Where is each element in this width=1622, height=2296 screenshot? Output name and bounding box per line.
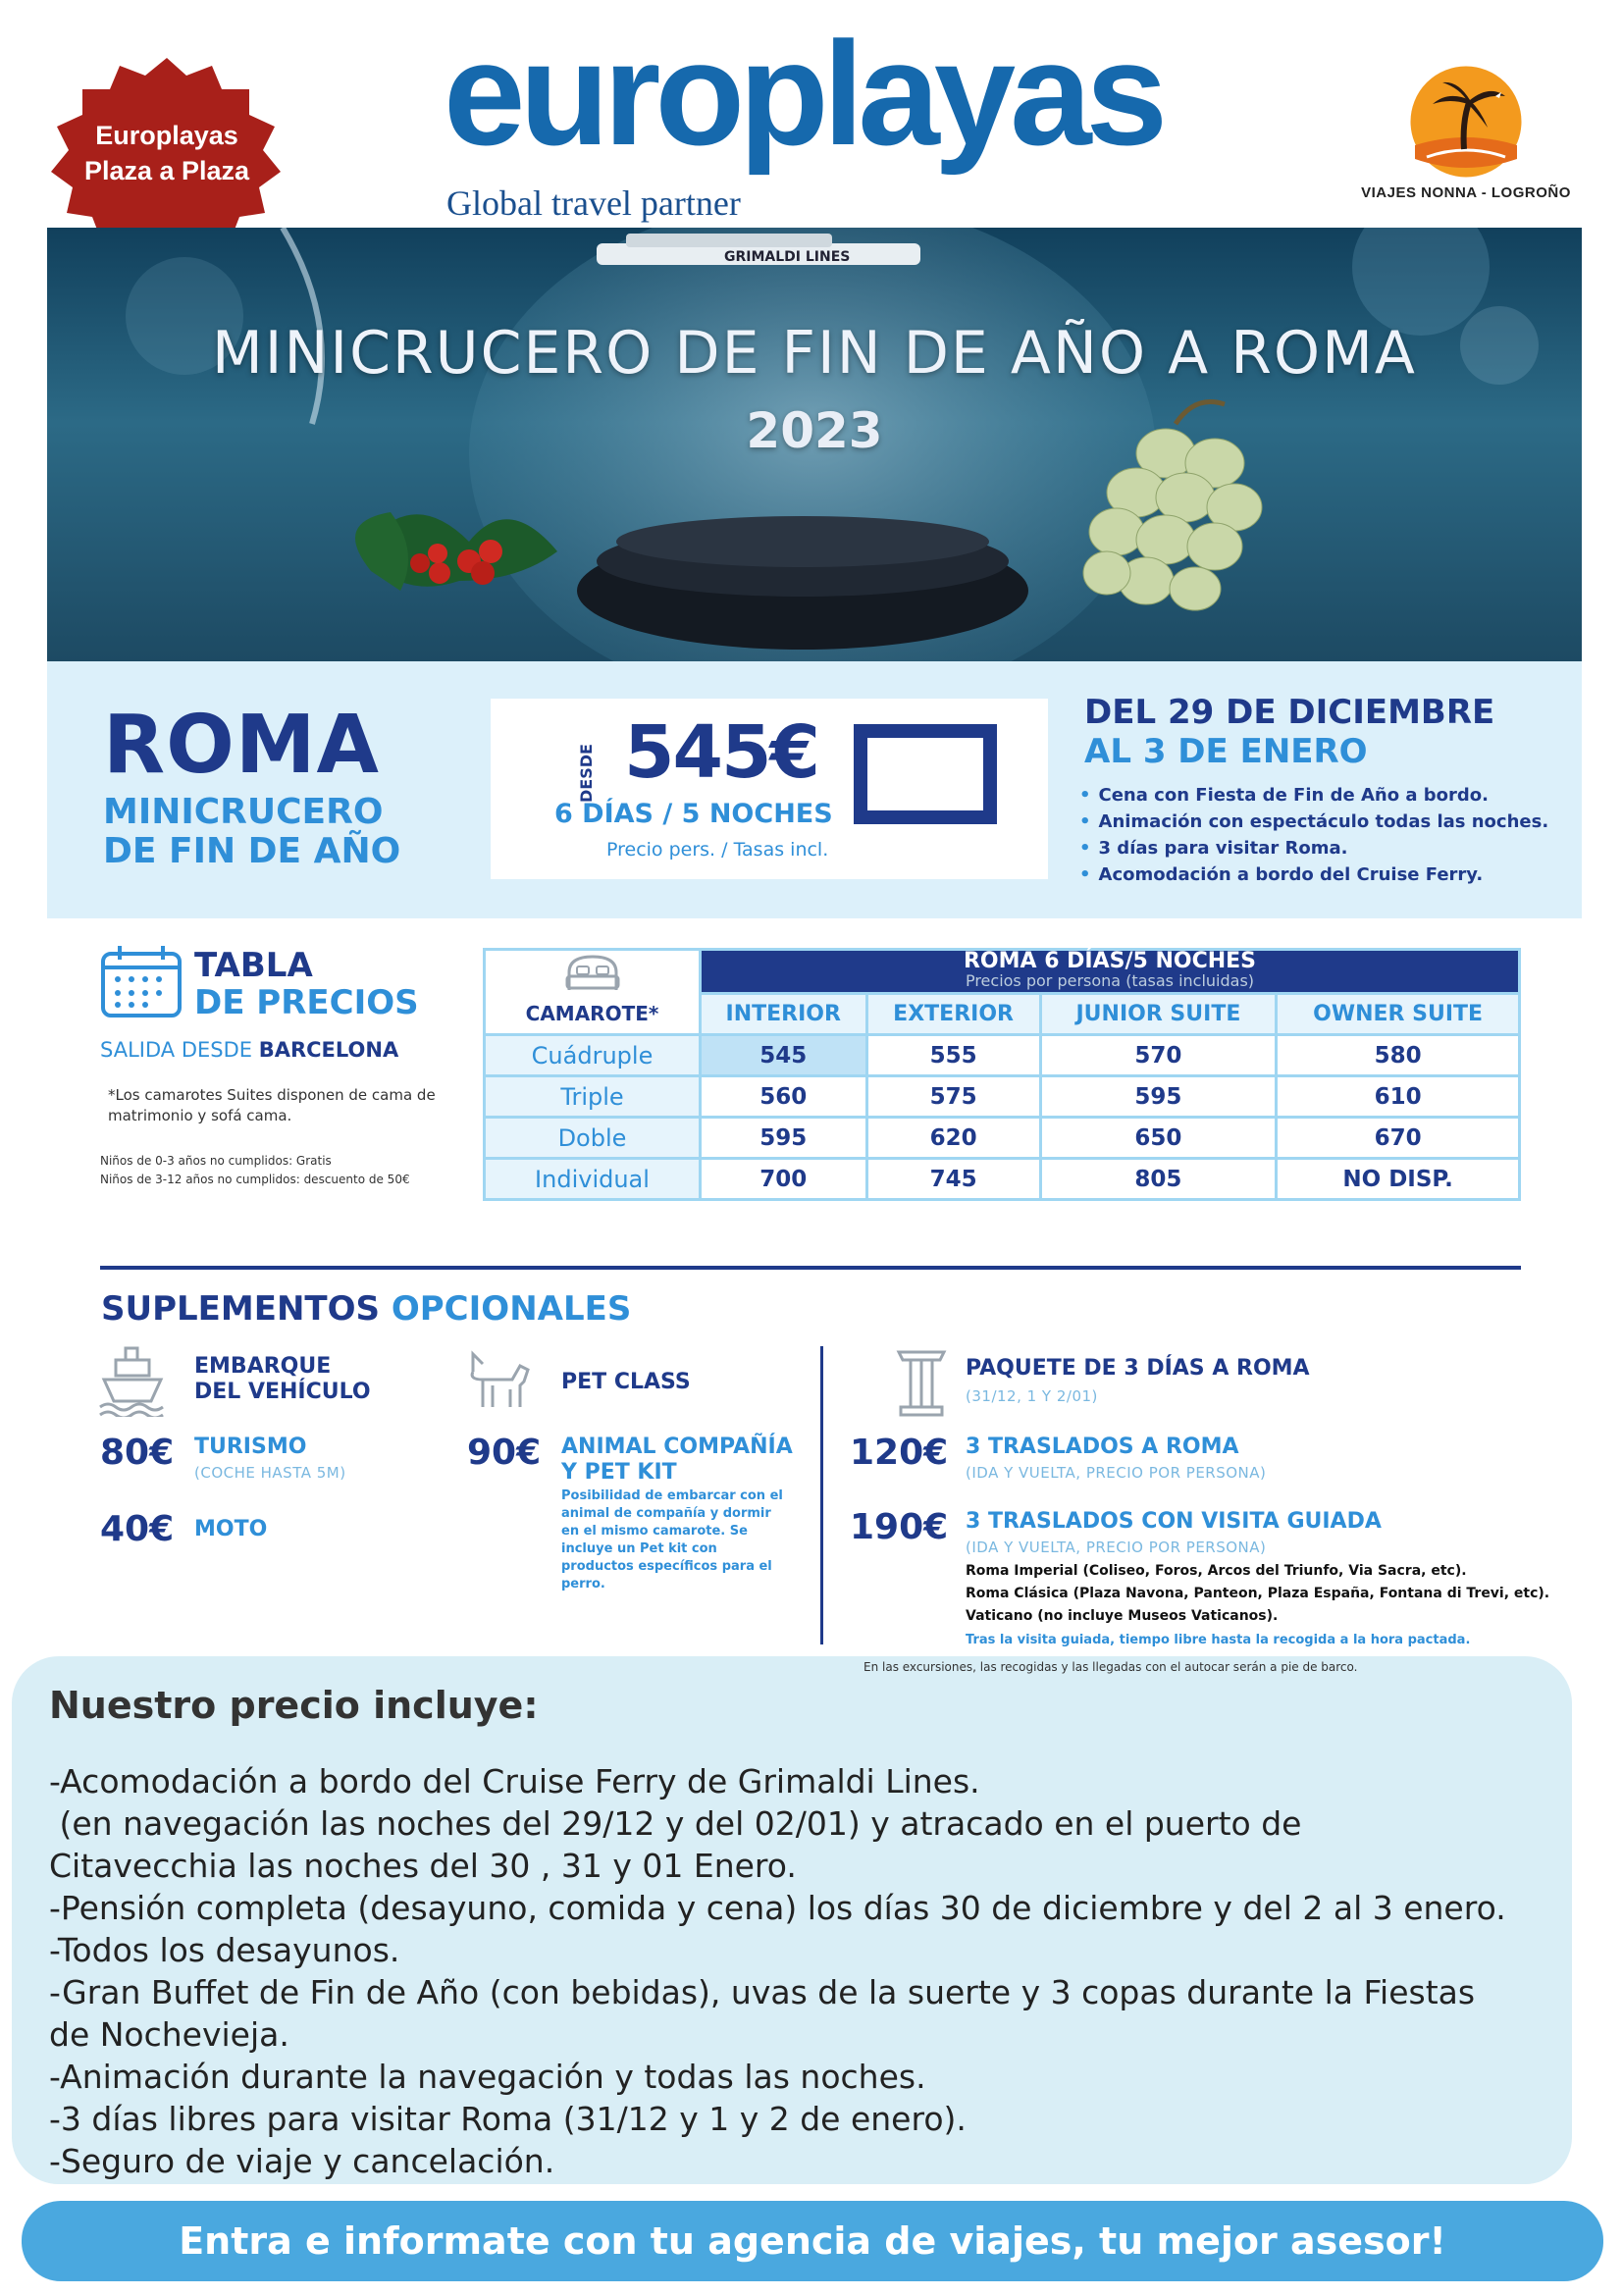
transfer-note: (IDA Y VUELTA, PRECIO POR PERSONA) [966, 1464, 1267, 1482]
price-cell: 805 [1040, 1159, 1277, 1200]
price-cell: 560 [701, 1076, 867, 1118]
guided-price: 190€ [850, 1507, 949, 1547]
guided-label: 3 TRASLADOS CON VISITA GUIADA [966, 1509, 1382, 1534]
includes-line: -Acomodación a bordo del Cruise Ferry de Grimaldi Lines. [49, 1762, 980, 1800]
price-cell: 545 [701, 1035, 867, 1076]
table-row [485, 1118, 1520, 1159]
agency-name: VIAJES NONNA - LOGROÑO [1361, 184, 1571, 201]
price-cell: 670 [1277, 1118, 1520, 1159]
row-header: Doble [485, 1118, 701, 1159]
cabin-header-cell [485, 950, 701, 1035]
highlight-item: • Acomodación a bordo del Cruise Ferry. [1079, 861, 1548, 888]
destination-subtitle [103, 793, 496, 871]
price-table [483, 948, 1521, 1201]
table-row [485, 1035, 1520, 1076]
kids-footnote-2: Niños de 3-12 años no cumplidos: descuento de 50€ [100, 1173, 410, 1186]
column-header: OWNER SUITE [1277, 993, 1520, 1035]
excursion-name: Roma Imperial [966, 1563, 1078, 1579]
vertical-divider [820, 1346, 823, 1644]
excursion-item [966, 1583, 1574, 1605]
price-cell: 700 [701, 1159, 867, 1200]
row-header: Cuádruple [485, 1035, 701, 1076]
kids-footnote [100, 1152, 473, 1189]
price-table-title [194, 947, 419, 1021]
price-value: 545€ [624, 710, 818, 795]
price-note: Precio pers. / Tasas incl. [606, 839, 829, 861]
hero-year: 2023 [746, 402, 883, 459]
kids-footnote-1: Niños de 0-3 años no cumplidos: Gratis [100, 1154, 332, 1168]
ferry-icon [98, 1344, 167, 1417]
table-header-sub: Precios por persona (tasas incluidas) [965, 970, 1255, 990]
highlight-item: • Animación con espectáculo todas las noches. [1079, 809, 1548, 835]
price-cell: 745 [866, 1159, 1040, 1200]
seal-line-1: Europlayas [95, 121, 238, 150]
table-row [485, 1076, 1520, 1118]
rome-package-dates: (31/12, 1 Y 2/01) [966, 1387, 1098, 1405]
includes-line: -Animación durante la navegación y todas las noches. [49, 2058, 926, 2096]
moto-label: MOTO [194, 1517, 268, 1541]
includes-list [49, 1760, 1580, 2182]
column-header: EXTERIOR [866, 993, 1040, 1035]
seal-line-2: Plaza a Plaza [83, 156, 250, 185]
vehicle-label-1: EMBARQUE [194, 1354, 332, 1379]
cabin-header-label: CAMAROTE* [525, 1002, 659, 1025]
desde-label: DESDE [577, 744, 596, 803]
includes-line: de Nochevieja. [49, 2015, 289, 2054]
price-cell: 595 [1040, 1076, 1277, 1118]
price-cell: 610 [1277, 1076, 1520, 1118]
highlight-item: • 3 días para visitar Roma. [1079, 835, 1548, 861]
includes-title: Nuestro precio incluye: [49, 1684, 539, 1727]
pet-label: PET CLASS [561, 1370, 691, 1394]
price-cell: 620 [866, 1118, 1040, 1159]
car-option [194, 1435, 346, 1486]
dates-line-1: DEL 29 DE DICIEMBRE [1084, 693, 1495, 732]
vehicle-label [194, 1354, 371, 1405]
subtitle-line-2: DE FIN DE AÑO [103, 831, 401, 871]
transfer-price: 120€ [850, 1433, 949, 1473]
excursion-footer: En las excursiones, las recogidas y las llegadas con el autocar serán a pie de barco. [863, 1660, 1358, 1674]
column-header: INTERIOR [701, 993, 867, 1035]
excursion-after-note: Tras la visita guiada, tiempo libre hasta la recogida a la hora pactada. [966, 1633, 1471, 1647]
row-header: Individual [485, 1159, 701, 1200]
supplements-title [101, 1289, 631, 1329]
price-cell: 555 [866, 1035, 1040, 1076]
price-cell: 570 [1040, 1035, 1277, 1076]
pet-price: 90€ [467, 1433, 542, 1473]
departure-prefix: SALIDA DESDE [100, 1038, 253, 1062]
pet-option-1: ANIMAL COMPAÑÍA [561, 1435, 793, 1459]
price-cell: 650 [1040, 1118, 1277, 1159]
palm-tree-logo-icon [1405, 61, 1527, 183]
table-header-title: ROMA 6 DÍAS/5 NOCHES [963, 948, 1257, 973]
price-table-title-2: DE PRECIOS [194, 983, 419, 1022]
calendar-icon [100, 944, 183, 1018]
rome-package-label: PAQUETE DE 3 DÍAS A ROMA [966, 1356, 1310, 1381]
excursion-desc: (Plaza Navona, Panteon, Plaza España, Fontana di Trevi, etc). [1073, 1586, 1550, 1601]
subtitle-line-1: MINICRUCERO [103, 792, 384, 832]
offer-highlights [1079, 782, 1548, 888]
car-label: TURISMO [194, 1435, 307, 1459]
excursion-name: Roma Clásica [966, 1586, 1069, 1601]
includes-line: -Gran Buffet de Fin de Año (con bebidas), uvas de la suerte y 3 copas durante la Fiestas [49, 1973, 1476, 2011]
guided-option [966, 1509, 1574, 1653]
ship-label: GRIMALDI LINES [724, 249, 851, 265]
supplements-title-a: SUPLEMENTOS [101, 1289, 381, 1329]
travel-dates [1084, 693, 1494, 771]
dates-line-2: AL 3 DE ENERO [1084, 732, 1368, 771]
excursion-name: Vaticano [966, 1608, 1033, 1624]
price-table-title-1: TABLA [194, 946, 313, 985]
section-divider [100, 1266, 1521, 1270]
bed-icon [563, 951, 622, 996]
price-frame-placeholder [854, 724, 997, 824]
price-cell: 595 [701, 1118, 867, 1159]
row-header: Triple [485, 1076, 701, 1118]
seal-text [49, 118, 285, 188]
dog-icon [465, 1350, 534, 1423]
cta-banner[interactable]: Entra e informate con tu agencia de viajes, tu mejor asesor! [22, 2201, 1603, 2281]
table-header [701, 950, 1520, 994]
pet-option [561, 1435, 807, 1593]
includes-line: -Seguro de viaje y cancelación. [49, 2142, 555, 2180]
excursion-desc: (no incluye Museos Vaticanos). [1037, 1608, 1279, 1624]
hero-title: MINICRUCERO DE FIN DE AÑO A ROMA [212, 319, 1417, 388]
excursion-item [966, 1560, 1574, 1583]
includes-line: -3 días libres para visitar Roma (31/12 y 1 y 2 de enero). [49, 2100, 967, 2138]
includes-line: -Todos los desayunos. [49, 1931, 400, 1969]
suites-footnote: *Los camarotes Suites disponen de cama de matrimonio y sofá cama. [108, 1086, 436, 1124]
vehicle-label-2: DEL VEHÍCULO [194, 1380, 371, 1404]
transfer-label: 3 TRASLADOS A ROMA [966, 1435, 1239, 1459]
includes-line: Citavecchia las noches del 30 , 31 y 01 Enero. [49, 1847, 797, 1885]
brand-logo: europlayas [444, 11, 1163, 176]
destination-title: ROMA [103, 699, 380, 792]
departure-label [100, 1038, 398, 1062]
table-row [485, 1159, 1520, 1200]
supplements-title-b: OPCIONALES [391, 1289, 632, 1329]
car-price: 80€ [100, 1433, 175, 1473]
price-cell: 575 [866, 1076, 1040, 1118]
includes-line: (en navegación las noches del 29/12 y del 02/01) y atracado en el puerto de [49, 1804, 1302, 1843]
brand-tagline: Global travel partner [446, 183, 741, 223]
includes-line: -Pensión completa (desayuno, comida y cena) los días 30 de diciembre y del 2 al 3 enero. [49, 1889, 1506, 1927]
car-note: (COCHE HASTA 5M) [194, 1464, 346, 1482]
column-header: JUNIOR SUITE [1040, 993, 1277, 1035]
excursion-desc: (Coliseo, Foros, Arcos del Triunfo, Via Sacra, etc). [1082, 1563, 1467, 1579]
departure-city: BARCELONA [258, 1038, 399, 1062]
guided-note: (IDA Y VUELTA, PRECIO POR PERSONA) [966, 1539, 1267, 1556]
price-cell: NO DISP. [1277, 1159, 1520, 1200]
transfer-option [966, 1435, 1266, 1486]
pet-option-2: Y PET KIT [561, 1460, 677, 1485]
price-cell: 580 [1277, 1035, 1520, 1076]
duration-label: 6 DÍAS / 5 NOCHES [554, 799, 833, 829]
excursion-item [966, 1605, 1574, 1628]
moto-price: 40€ [100, 1509, 175, 1549]
column-icon [887, 1346, 956, 1419]
highlight-item: • Cena con Fiesta de Fin de Año a bordo. [1079, 782, 1548, 809]
pet-note: Posibilidad de embarcar con el animal de compañía y dormir en el mismo camarote. Se incluye un Pet kit con productos específicos para el perro. [561, 1488, 783, 1592]
